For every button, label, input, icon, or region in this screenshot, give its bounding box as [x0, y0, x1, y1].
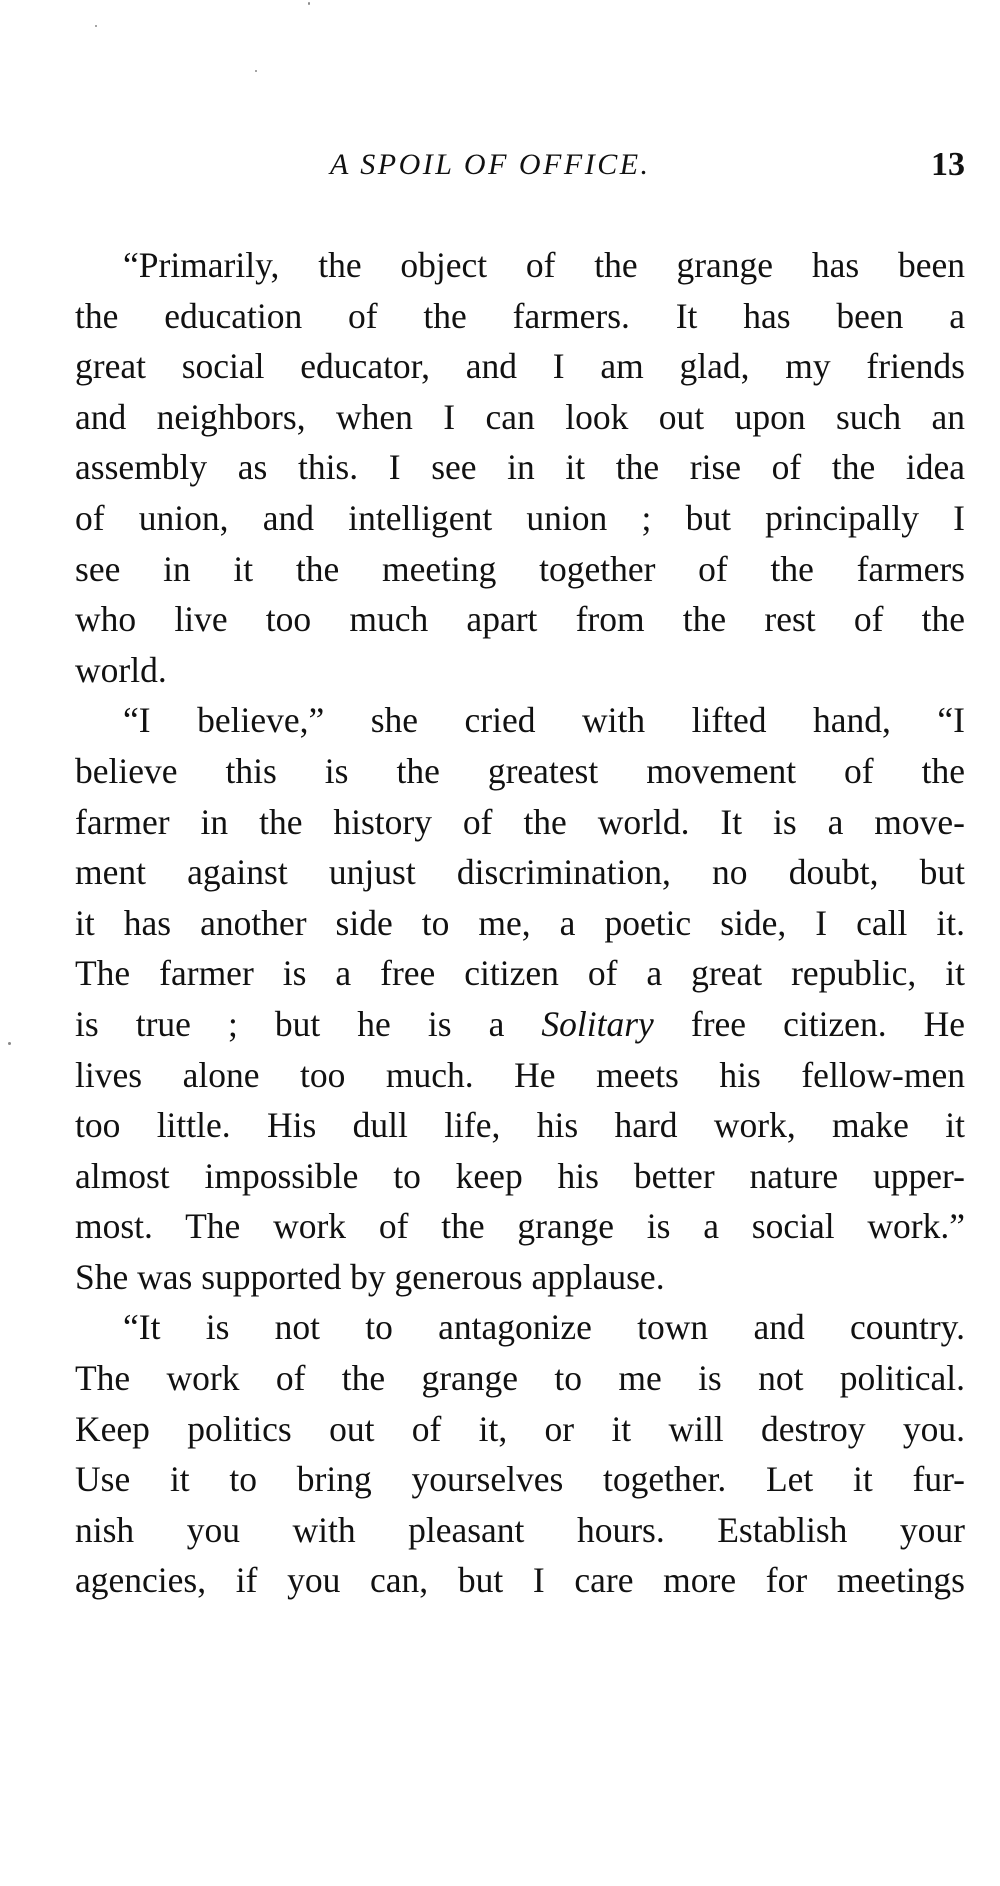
- text-line: ment against unjust discrimination, no doubt, but: [75, 852, 965, 893]
- print-speck: [308, 2, 310, 5]
- text-line: of union, and intelligent union ; but principally I: [75, 497, 965, 538]
- text-line: the education of the farmers. It has been a: [75, 295, 965, 336]
- text-line: nish you with pleasant hours. Establish your: [75, 1509, 965, 1550]
- text-line: “I believe,” she cried with lifted hand, “I: [123, 700, 965, 741]
- text-line: assembly as this. I see in it the rise of the idea: [75, 447, 965, 488]
- text-line: too little. His dull life, his hard work, make it: [75, 1105, 965, 1146]
- text-line: The work of the grange to me is not political.: [75, 1358, 965, 1399]
- text-line: farmer in the history of the world. It is a move-: [75, 801, 965, 842]
- text-line: She was supported by generous applause.: [75, 1256, 665, 1297]
- body-text: [75, 240, 965, 1606]
- text-line: The farmer is a free citizen of a great republic, it: [75, 953, 965, 994]
- text-line: see in it the meeting together of the farmers: [75, 548, 965, 589]
- print-speck: [95, 25, 97, 27]
- text-line: and neighbors, when I can look out upon such an: [75, 396, 965, 437]
- text-line: Use it to bring yourselves together. Let it fur-: [75, 1459, 965, 1500]
- text-line: believe this is the greatest movement of the: [75, 750, 965, 791]
- text-line: Keep politics out of it, or it will destroy you.: [75, 1408, 965, 1449]
- text-line: world.: [75, 649, 167, 690]
- text-segment: free citizen. He: [690, 1003, 966, 1044]
- text-line: most. The work of the grange is a social work.”: [75, 1206, 965, 1247]
- page-number: 13: [931, 146, 965, 183]
- print-speck: [8, 1042, 11, 1045]
- running-title: A SPOIL OF OFFICE.: [330, 148, 651, 181]
- print-speck: [255, 70, 257, 72]
- text-line: agencies, if you can, but I care more for meetings: [75, 1560, 965, 1601]
- text-line: almost impossible to keep his better nature upper-: [75, 1155, 965, 1196]
- text-line: who live too much apart from the rest of the: [75, 599, 965, 640]
- text-line: great social educator, and I am glad, my friends: [75, 346, 965, 387]
- text-line: “Primarily, the object of the grange has been: [123, 245, 965, 285]
- italic-word: Solitary: [541, 1003, 654, 1044]
- text-segment: is true ; but he is a: [75, 1003, 505, 1044]
- running-head: [75, 148, 965, 198]
- text-line-with-italic: [75, 999, 965, 1050]
- text-line: lives alone too much. He meets his fellow-men: [75, 1054, 965, 1095]
- text-line: it has another side to me, a poetic side, I call it.: [75, 902, 965, 943]
- text-line: “It is not to antagonize town and country.: [123, 1307, 965, 1348]
